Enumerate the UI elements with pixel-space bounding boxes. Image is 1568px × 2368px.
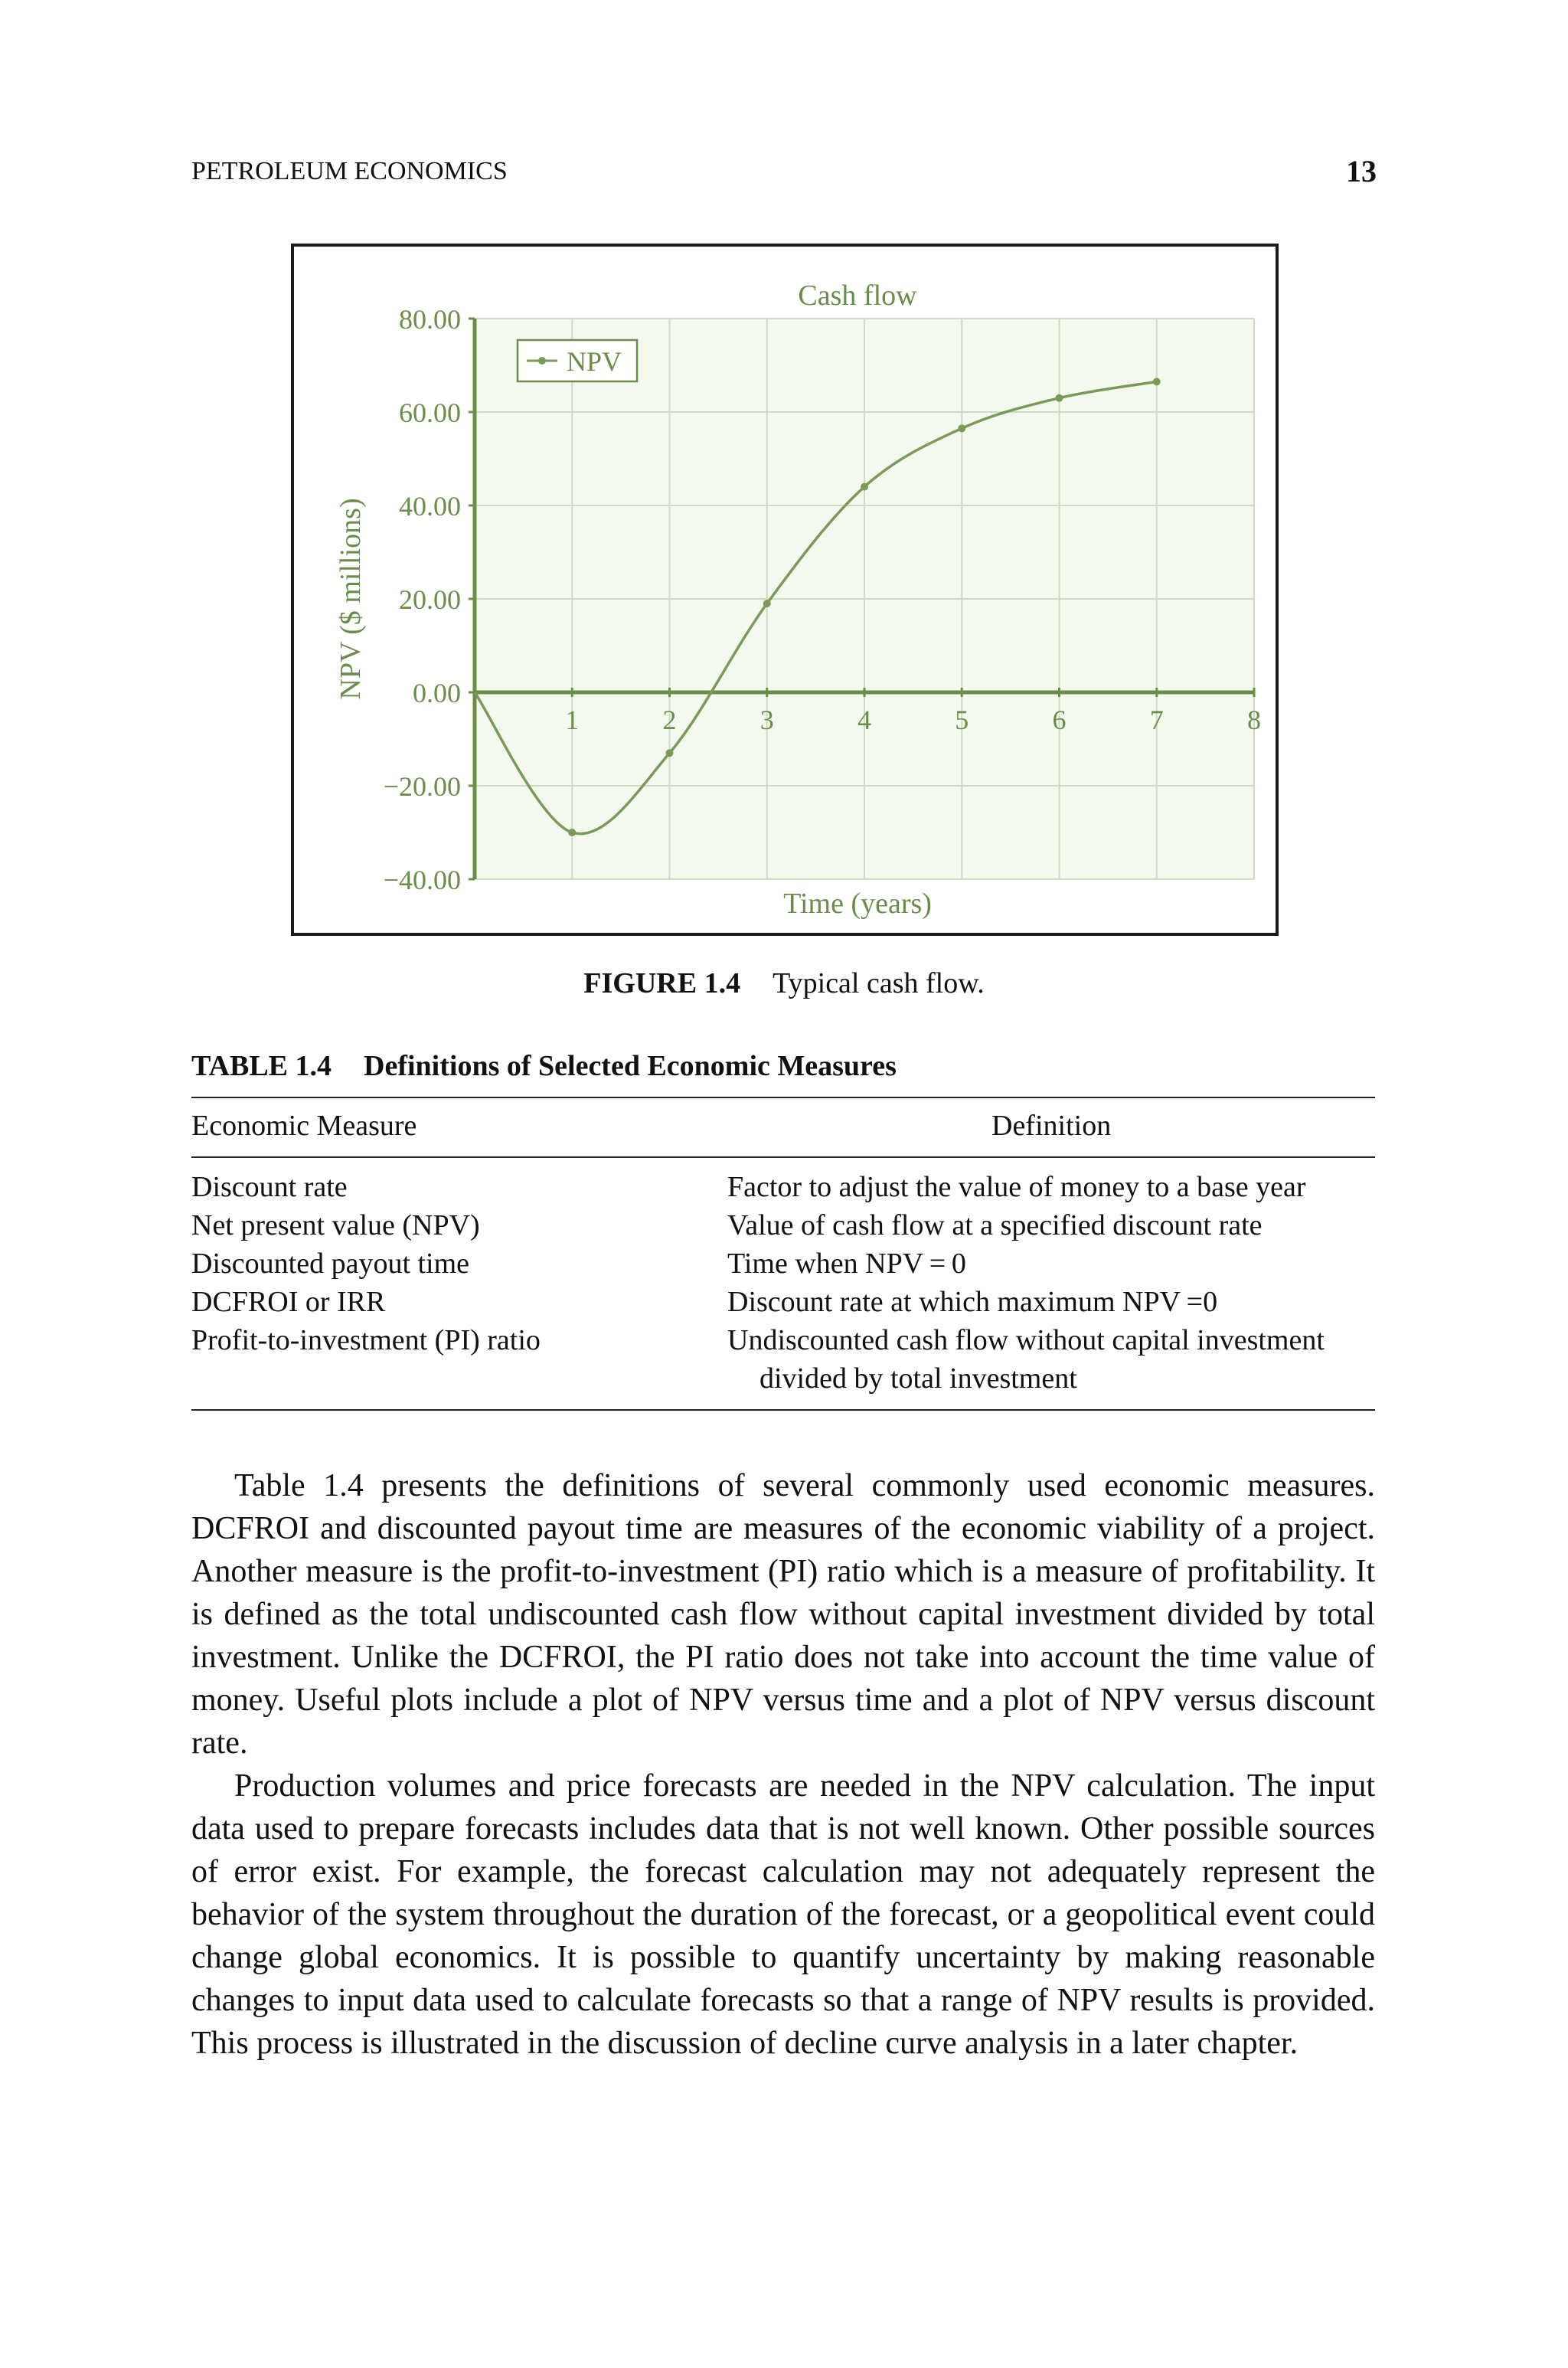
npv-data-point [1056,394,1063,402]
table-label: TABLE 1.4 [191,1050,332,1082]
npv-data-point [861,483,868,491]
x-axis-label: Time (years) [783,888,932,920]
figure-caption [0,966,1568,1000]
x-tick-label: 7 [1149,705,1164,735]
table-top-rule [191,1097,1375,1098]
table-cell-measure: DCFROI or IRR [191,1286,386,1318]
y-tick-label: 40.00 [399,491,461,522]
y-tick-label: 60.00 [399,397,461,428]
table-cell-measure: Net present value (NPV) [191,1209,480,1241]
body-text [191,1464,1375,2065]
table-title [191,1049,897,1083]
x-tick-label: 1 [565,705,580,735]
table-row [191,1285,1375,1323]
x-tick-label: 4 [858,705,871,735]
table-header-definition: Definition [991,1110,1112,1142]
table-row [191,1209,1375,1247]
table-cell-measure: Profit-to-investment (PI) ratio [191,1324,541,1356]
body-paragraph: Production volumes and price forecasts are needed in the NPV calculation. The input data used to prepare forecasts includes data that is not well known. Other possible sources of error exist. For example, the forecast calculation may not adequately represent the behavior of the system throughout the duration of the forecast, or a geopolitical event could change global economics. It is possible to quantify uncertainty by making reasonable changes to input data used to calculate forecasts so that a range of NPV results is provided. This process is illustrated in the discussion of decline curve analysis in a later chapter. [191,1768,1375,2061]
table-cell-definition: Value of cash flow at a specified discount rate [727,1209,1263,1241]
table-title-text: Definitions of Selected Economic Measures [364,1050,897,1082]
table-row [191,1247,1375,1285]
table-cell-definition: Undiscounted cash flow without capital investment [727,1324,1325,1356]
table-cell-definition: Factor to adjust the value of money to a base year [727,1171,1306,1203]
chart-title: Cash flow [798,280,917,312]
x-tick-label: 8 [1247,705,1261,735]
y-tick-label: −40.00 [383,865,461,895]
y-tick-label: 0.00 [413,678,461,708]
y-tick-label: 20.00 [399,584,461,615]
x-tick-label: 5 [955,705,969,735]
table-header-rule [191,1156,1375,1158]
running-title: PETROLEUM ECONOMICS [191,157,508,185]
table-header-measure: Economic Measure [191,1110,417,1142]
cash-flow-chart [294,247,1276,933]
table-cell-definition-continued: divided by total investment [760,1362,1077,1395]
legend-marker [538,357,546,365]
table-bottom-rule [191,1409,1375,1411]
table-cell-definition: Time when NPV = 0 [727,1248,966,1280]
y-tick-label: −20.00 [383,771,461,802]
npv-data-point [666,749,674,757]
table-cell-definition: Discount rate at which maximum NPV =0 [727,1286,1218,1318]
table-cell-measure: Discount rate [191,1171,348,1203]
y-tick-label: 80.00 [399,304,461,335]
figure-label: FIGURE 1.4 [583,967,741,999]
y-axis-label: NPV ($ millions) [335,498,367,700]
x-tick-label: 6 [1052,705,1067,735]
npv-data-point [763,600,771,607]
x-tick-label: 2 [662,705,677,735]
npv-data-point [958,424,965,432]
x-tick-label: 3 [760,705,774,735]
table-cell-measure: Discounted payout time [191,1248,470,1280]
page-number: 13 [1346,154,1377,188]
figure-caption-text: Typical cash flow. [773,967,985,999]
npv-data-point [568,829,576,836]
body-paragraph: Table 1.4 presents the definitions of several commonly used economic measures. DCFROI and discounted payout time are measures of the economic viability of a project. Another measure is the profit-to-investment (PI) ratio which is a measure of profitability. It is defined as the total undiscounted cash flow without capital investment divided by total investment. Unlike the DCFROI, the PI ratio does not take into account the time value of money. Useful plots include a plot of NPV versus time and a plot of NPV versus discount rate. [191,1468,1375,1761]
table-row [191,1170,1375,1209]
npv-data-point [1153,378,1161,385]
figure-frame [291,244,1279,936]
table-row [191,1323,1375,1395]
legend-label: NPV [567,346,622,377]
